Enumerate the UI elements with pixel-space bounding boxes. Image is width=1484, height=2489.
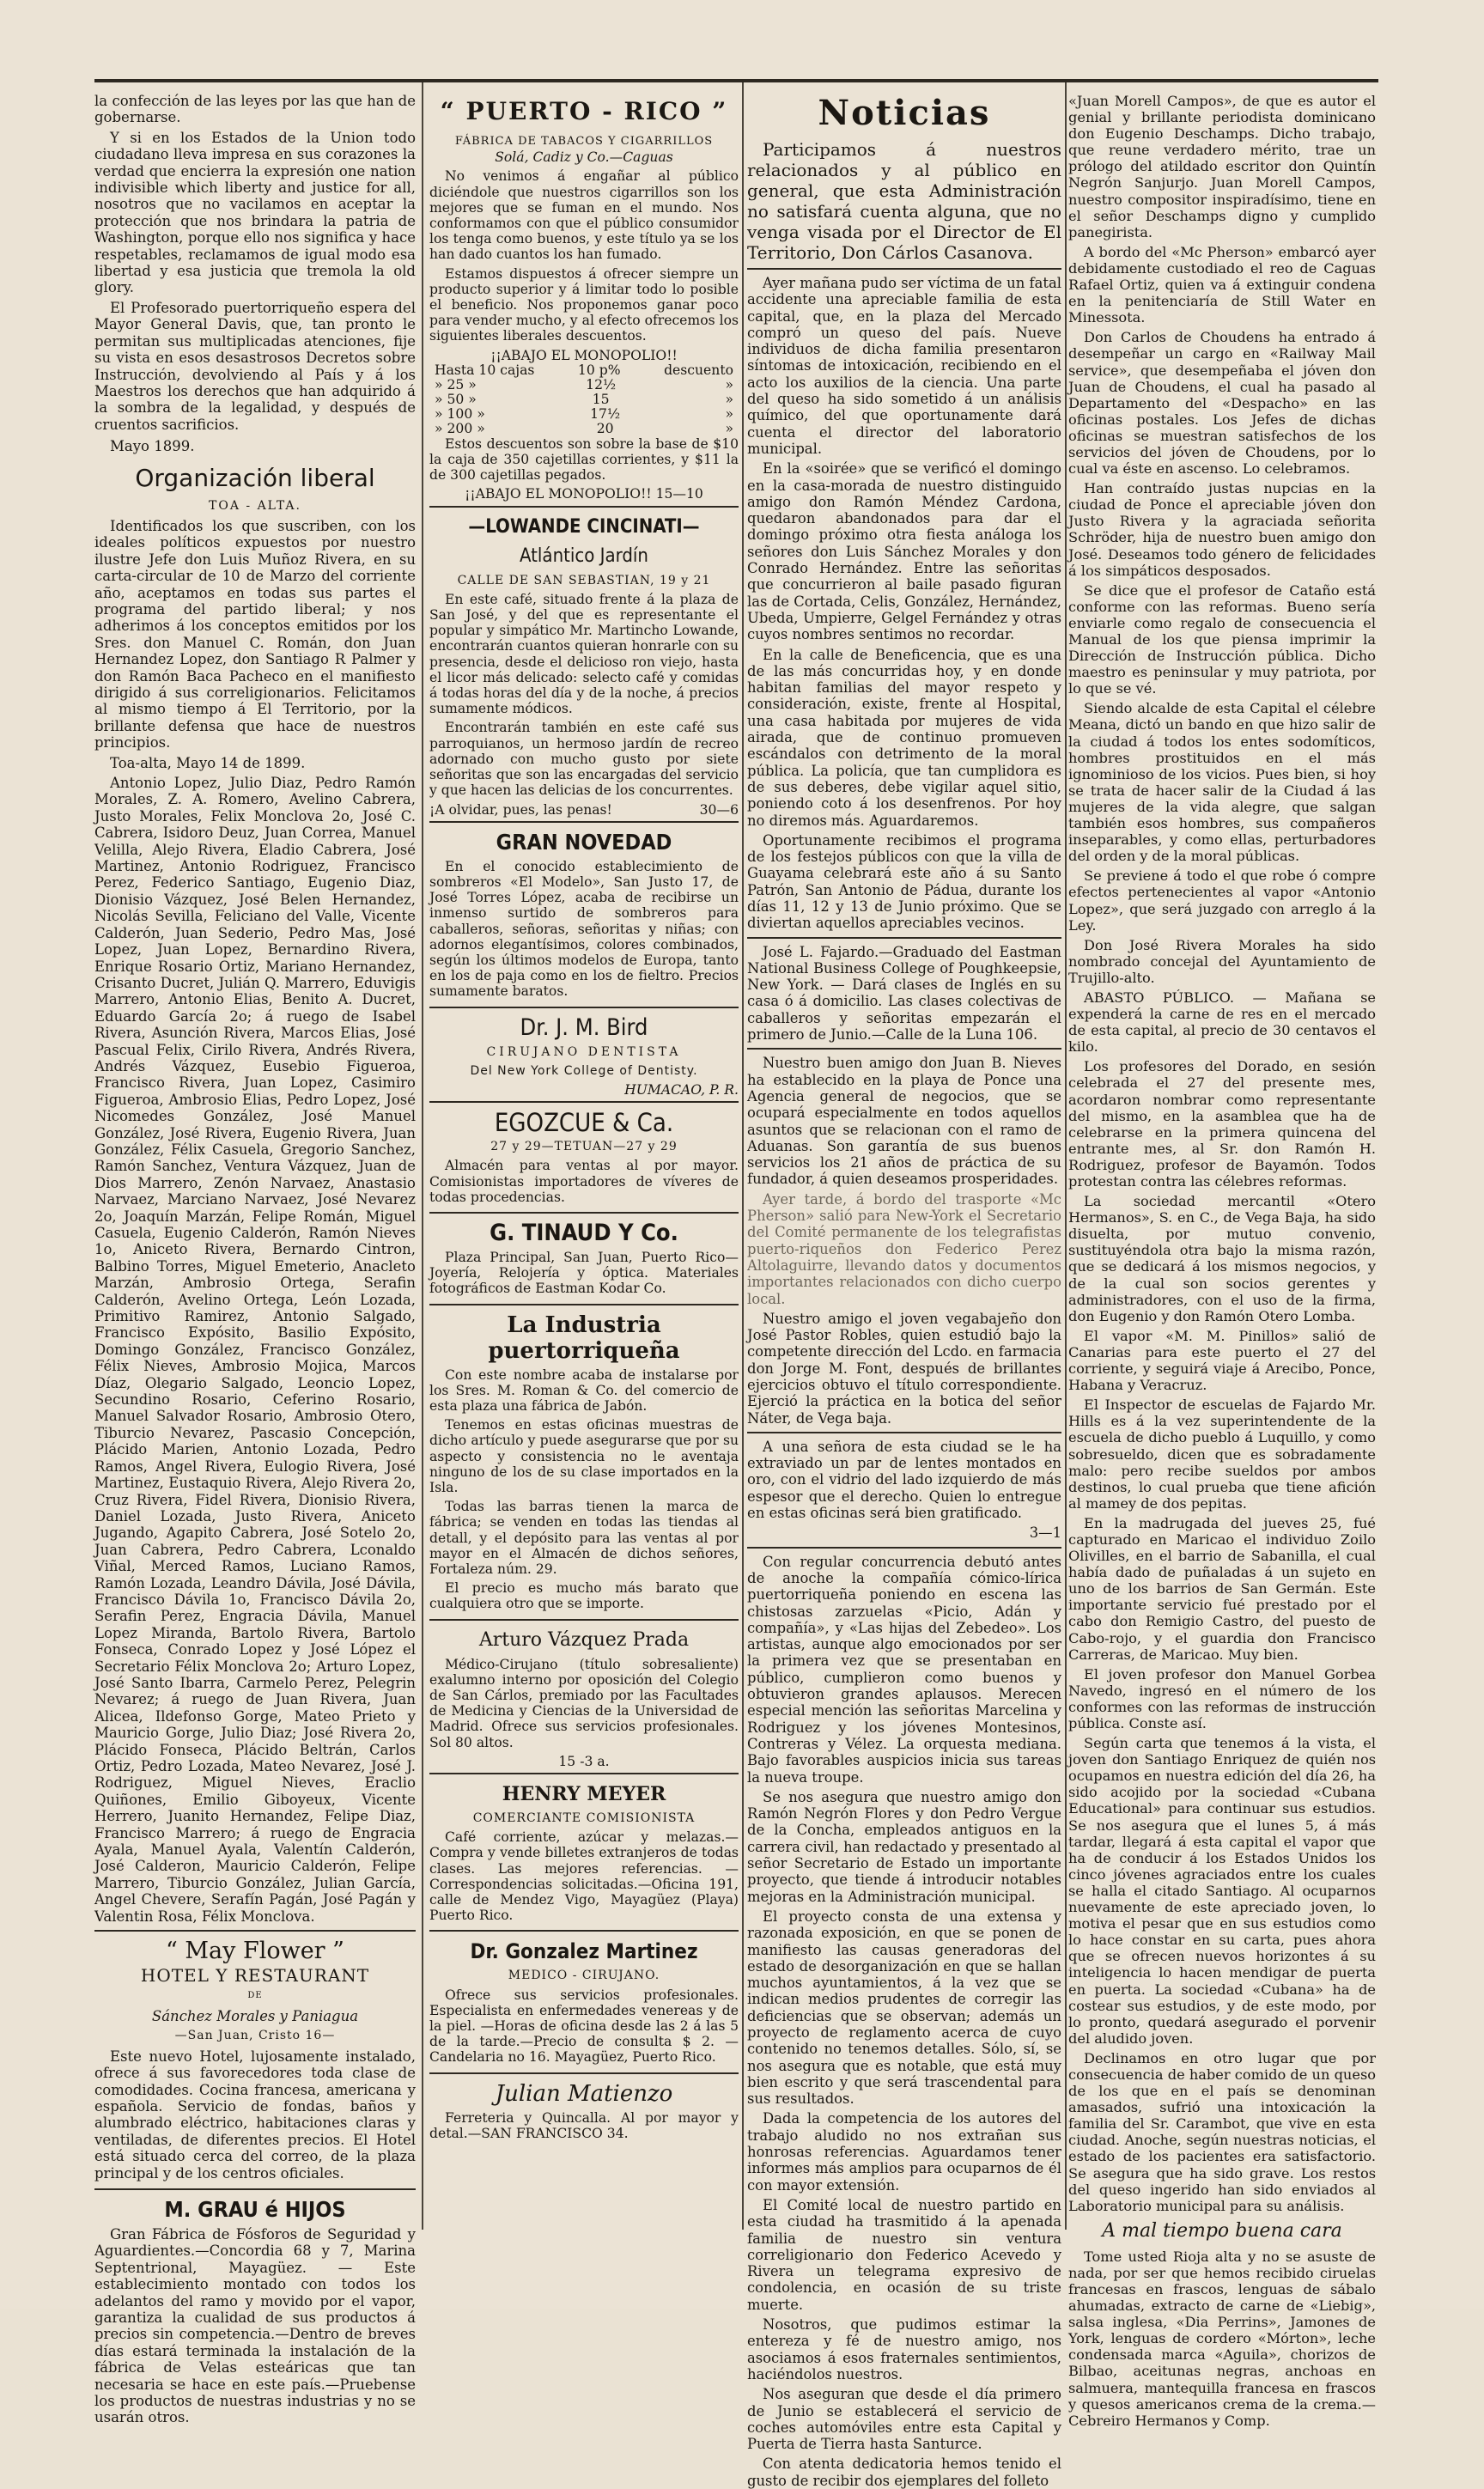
ad-owner: Sánchez Morales y Paniagua — [151, 2007, 359, 2024]
paragraph: Identificados los que suscriben, con los ideales políticos expuestos por nuestro ilustre Jefe don Luis Muñoz Rivera, en su carta-circular de 10 de Marzo del corriente año, aceptamos en todas sus partes el programa del partido liberal; y nos adherimos á los conceptos emitidos por los Sres. don Manuel C. Román, don Juan Hernandez Lopez, don Santiago R Palmer y don Ramón Baca Pacheco en el manifiesto dirigido á sus correligionarios. Felicitamos al mismo tiempo á El Territorio, por la brillante defensa que hace de nuestros principios. — [94, 517, 416, 752]
ad-slogan: ¡¡ABAJO EL MONOPOLIO!! 15—10 — [465, 486, 703, 502]
article-headline: A mal tiempo buena cara — [1102, 2219, 1342, 2242]
paragraph: Y si en los Estados de la Union todo ciudadano lleva impresa en sus corazones la verdad que encierra la expresión one nation indivisible which liberty and justice for all, nosotros que no vacilamos en aceptar la protección que nos brindara la patria de Washington, porque ello nos significa y hace respetables, reclamamos de igual modo esa libertad y esa justicia que tremola la old glory. — [94, 129, 416, 296]
paragraph: la confección de las leyes por las que han de gobernarse. — [94, 93, 416, 126]
ad-title: “ PUERTO - RICO ” — [440, 97, 728, 125]
news-item: Ayer mañana pudo ser víctima de un fatal accidente una apreciable familia de esta capital, que, en la plaza del Mercado compró un queso del país. Nueve individuos de dicha familia presentaron síntomas de intoxicación, recibiendo en el acto los auxilios de la ciencia. Una parte del queso ha sido sometido á un análisis químico, del que oportunamente dará cuenta el director del laboratorio municipal. — [747, 275, 1061, 457]
ad-footer — [429, 802, 739, 818]
news-item: Don Carlos de Choudens ha entrado á desempeñar un cargo en «Railway Mail service», que desempeñaba el jóven don Juan de Choudens, el cual ha pasado al Departamento del «Despacho» en las oficinas postales. Los Jefes de dichas oficinas se muestran satisfechos de los servicios del jóven de Choudens, por lo cual va éste en ascenso. Lo celebramos. — [1068, 329, 1376, 478]
advertisement-gonzalez-martinez — [429, 1930, 739, 2072]
news-item: El vapor «M. M. Pinillos» salió de Canarias para este puerto el 27 del corriente, y seguirá viaje á Arecibo, Ponce, Habana y Veracruz. — [1068, 1327, 1376, 1394]
ad-text: Este nuevo Hotel, lujosamente instalado, ofrece á sus favorecedores toda clase de comodidades. Cocina francesa, americana y española. Servicio de fondas, baños y alumbrado eléctrico, habitaciones claras y ventiladas, de diferentes precios. El Hotel está situado cerca del correo, de la plaza principal y de los centros oficiales. — [94, 2048, 416, 2182]
ad-title: La Industria puertorriqueña — [488, 1311, 680, 1364]
ad-title: EGOZCUE & Ca. — [494, 1108, 674, 1138]
ad-subtitle: COMERCIANTE COMISIONISTA — [472, 1811, 696, 1826]
news-item: La sociedad mercantil «Otero Hermanos», S. en C., de Vega Baja, ha sido disuelta, por mutuo convenio, sustituyéndola otra bajo la misma razón, que se dedicará á los mismos negocios, y de la cual son socios gerentes y administradores, con el uso de la firma, don Eugenio y don Ramón Otero Lomba. — [1068, 1193, 1376, 1324]
news-item: El Inspector de escuelas de Fajardo Mr. Hills es á la vez superintendente de la escuela de dicho pueblo á Luquillo, y como sobresueldo, dicen que es sobradamente malo: pero recibe sueldos por ambos destinos, lo cual prueba que tiene afición al mamey de dos pepitas. — [1068, 1397, 1376, 1512]
ad-title: GRAN NOVEDAD — [496, 829, 672, 855]
advertisement-m-grau — [94, 2188, 416, 2433]
advertisement-may-flower — [94, 1930, 416, 2188]
column-2 — [429, 93, 739, 2223]
discount-row — [429, 407, 739, 422]
ad-code: 30—6 — [699, 801, 739, 818]
news-item: José L. Fajardo.—Graduado del Eastman National Business College of Poughkeepsie, New York. — Dará clases de Inglés en su casa ó á domicilio. Las clases colectivas de caballeros y señoritas empezarán el primero de Junio.—Calle de la Luna 106. — [747, 943, 1061, 1044]
ad-title: Julian Matienzo — [495, 2080, 673, 2107]
news-item: Se previene á todo el que robe ó compre efectos pertenecientes al vapor «Antonio Lopez», que será juzgado con arreglo á la Ley. — [1068, 867, 1376, 934]
item-code: 3—1 — [1029, 1524, 1061, 1542]
ad-code: 15 -3 a. — [558, 1753, 610, 1769]
discount-cell: 10 p% — [577, 362, 621, 378]
discount-cell: 15 — [592, 391, 610, 407]
ad-de: DE — [247, 1991, 263, 2001]
ad-title: “ May Flower ” — [166, 1938, 344, 1965]
article-place: TOA - ALTA. — [209, 498, 301, 513]
news-item: Nuestro buen amigo don Juan B. Nieves ha establecido en la playa de Ponce una Agencia general de negocios, que se ocupará especialmente en todos aquellos asuntos que se relacionan con el ramo de Aduanas. Son garantía de sus buenos servicios los 21 años de práctica de su fundador, á quien deseamos prosperidades. — [747, 1055, 1061, 1188]
advertisement-egozcue — [429, 1101, 739, 1212]
advertisement-matienzo — [429, 2072, 739, 2148]
ad-title: —LOWANDE CINCINATI— — [468, 515, 700, 538]
news-item: Según carta que tenemos á la vista, el joven don Santiago Enriquez de quién nos ocupamos en nuestra edición del día 26, ha sido acojido por la sociedad «Cubana Educational» para continuar sus estudios. Se nos asegura que el lunes 5, á más tardar, llegará á esta capital el vapor que ha de conducir á los Estados Unidos los cinco jóvenes agraciados entre los cuales se halla el citado Santiago. Al ocuparnos nuevamente de este apreciado joven, lo motiva el pesar que en sus estudios como lo hace constar en su carta, pues ahora que se ofrecen nuevos horizontes á su inteligencia lo hacen mendigar de puerta en puerta. La sociedad «Cubana» ha de costear sus estudios, y de este modo, por lo pronto, quedará asegurado el porvenir del aludido joven. — [1068, 1735, 1376, 2047]
discount-cell: » 25 » — [435, 376, 477, 393]
column-4 — [1068, 93, 1376, 2429]
ad-subtitle: CIRUJANO DENTISTA — [486, 1044, 682, 1059]
ad-slogan: ¡¡ABAJO EL MONOPOLIO!! — [490, 347, 678, 363]
ad-text: El precio es mucho más barato que cualquiera otro que se importe. — [429, 1580, 739, 1612]
news-item: Oportunamente recibimos el programa de los festejos públicos con que la villa de Guayama celebrará este año á su Santo Patrón, San Antonio de Pádua, durante los días 11, 12 y 13 de Junio próximo. Que se diviertan aquellos apreciables vecinos. — [747, 831, 1061, 932]
ad-text: Médico-Cirujano (título sobresaliente) exalumno interno por oposición del Colegio de San Cárlos, premiado por las Facultades de Medicina y Ciencias de la Universidad de Madrid. Ofrece sus servicios profesionales. Sol 80 altos. — [429, 1656, 739, 1750]
ad-text: Todas las barras tienen la marca de fábrica; se venden en todas las tiendas al detall, y el depósito para las ventas al por mayor en el Almacén de dichos señores, Fortaleza núm. 29. — [429, 1499, 739, 1577]
ad-place: HUMACAO, P. R. — [624, 1081, 739, 1098]
discount-cell: » 50 » — [435, 391, 477, 407]
news-item: ABASTO PÚBLICO. — Mañana se expenderá la carne de res en el mercado de esta capital, al precio de 30 centavos el kilo. — [1068, 989, 1376, 1056]
advertisement-gran-novedad — [429, 821, 739, 1007]
ad-text: Encontrarán también en este café sus parroquianos, un hermoso jardín de recreo adornado con mucho gusto por siete señoritas que son las encargadas del servicio y que hacen las delicias de los concurrentes. — [429, 720, 739, 799]
ad-text: Ofrece sus servicios profesionales. Especialista en enfermedades venereas y de la piel. —Horas de oficina desde las 2 á las 5 de la tarde.—Precio de consulta $ 2. — Candelaria no 16. Mayagüez, Puerto Rico. — [429, 1987, 739, 2066]
column-rule-1 — [422, 82, 423, 2230]
ad-title: Dr. Gonzalez Martinez — [470, 1939, 698, 1964]
ad-text: En este café, situado frente á la plaza de San José, y del que es representante el popular y simpático Mr. Martincho Lowande, encontrarán cuantos quieran honrarle con su presencia, desde el delicioso ron viejo, hasta el licor más delicado: selecto café y comidas á todas horas del día y de la noche, á precios sumamente módicos. — [429, 591, 739, 717]
divider — [747, 937, 1061, 939]
news-item: A bordo del «Mc Pherson» embarcó ayer debidamente custodiado el reo de Caguas Rafael Ortiz, quien va á extinguir condena en la penitenciaría de Still Water en Minessota. — [1068, 243, 1376, 326]
news-item: Dada la competencia de los autores del trabajo aludido no nos extrañan sus honrosas referencias. Aguardamos tener informes más amplios para ocuparnos de él con mayor extensión. — [747, 2110, 1061, 2194]
news-item: En la «soirée» que se verificó el domingo en la casa-morada de nuestro distinguido amigo don Ramón Méndez Cardona, quedaron abandonados para dar el domingo próximo otra fiesta análoga los señores don Luis Sánchez Morales y don Conrado Hernández. Entre las señoritas que concurrieron al baile pasado figuran las de Cortada, Celis, González, Hernández, Ubeda, Umpierre, Gelgel Fernández y otras cuyos nombres sentimos no recordar. — [747, 460, 1061, 643]
ad-title: G. TINAUD Y Co. — [490, 1219, 678, 1246]
signatories-list: Antonio Lopez, Julio Diaz, Pedro Ramón Morales, Z. A. Romero, Avelino Cabrera, Justo Morales, Felix Monclova 2o, José C. Cabrera, Isidoro Deuz, Juan Correa, Manuel Velilla, Alejo Rivera, Eladio Cabrera, José Martinez, Antonio Rodriguez, Francisco Perez, Federico Santiago, Eugenio Diaz, Dionisio Vázquez, José Belen Hernandez, Nicolás Sevilla, Feliciano del Valle, Vicente Calderón, Juan Sederio, Pedro Mas, José Lopez, Juan Lopez, Bernardino Rivera, Enrique Rosario Ortiz, Mariano Hernandez, Crisanto Ducret, Julián Q. Marrero, Eduvigis Marrero, Antonio Elias, Benito A. Ducret, Eduardo García 2o; á ruego de Isabel Rivera, Asunción Rivera, Marcos Elias, José Pascual Felix, Cirilo Rivera, Andrés Rivera, Andrés Vázquez, Eusebio Figueroa, Francisco Rivera, Juan Lopez, Casimiro Figueroa, Ambrosio Elias, Pedro Lopez, José Nicomedes González, José Manuel González, José Rivera, Eugenio Rivera, Juan González, Félix Casuela, Gregorio Sanchez, Ramón Sanchez, Ventura Vázquez, Juan de Dios Marrero, Zenón Narvaez, Anastasio Narvaez, Marciano Narvaez, José Nevarez 2o, Joaquín Marzán, Felipe Román, Miguel Casuela, Eugenio Calderón, Ramón Nieves 1o, Aniceto Rivera, Bernardo Cintron, Balbino Torres, Miguel Emeterio, Anacleto Marzán, Ambrosio Ortega, Serafin Calderón, Avelino Ortega, León Lozada, Primitivo Ramirez, Antonio Salgado, Francisco Expósito, Basilio Expósito, Domingo González, Francisco González, Félix Nieves, Ambrosio Mojica, Marcos Díaz, Olegario Salgado, Leoncio Lopez, Secundino Rosario, Ceferino Rosario, Manuel Salvador Rosario, Ambrosio Otero, Tiburcio Nevarez, Pascasio Concepción, Plácido Marien, Antonio Lozada, Pedro Ramos, Angel Rivera, Eulogio Rivera, José Martinez, Eustaquio Rivera, Alejo Rivera 2o, Cruz Rivera, Fidel Rivera, Dionisio Rivera, Daniel Lozada, Justo Rivera, Aniceto Jugando, Agapito Cabrera, José Sotelo 2o, Juan Cabrera, Pedro Cabrera, Lconaldo Viñal, Merced Ramos, Luciano Ramos, Ramón Lozada, Leandro Dávila, José Dávila, Francisco Dávila 1o, Francisco Dávila 2o, Serafin Perez, Engracia Dávila, Manuel Lopez Miranda, Bartolo Rivera, Bartolo Fonseca, Conrado Lopez y José López el Secretario Félix Monclova 2o; Arturo Lopez, José Santo Ibarra, Carmelo Perez, Pelegrin Nevarez; á ruego de Juan Rivera, Juan Alicea, Ildefonso Gorge, Mateo Prieto y Mauricio Gorge, Julio Diaz; José Rivera 2o, Plácido Fonseca, Plácido Beltrán, Carlos Ortiz, Pedro Lozada, Mateo Nevarez, José J. Rodriguez, Miguel Nieves, Eraclio Quiñones, Emilio Giboyeux, Vicente Herrero, Juanito Hernandez, Felipe Diaz, Francisco Marrero; á ruego de Engracia Ayala, Manuel Ayala, Valentín Calderón, José Calderon, Mauricio Calderón, Felipe Marrero, Tiburcio González, Julian García, Angel Chevere, Serafín Pagán, José Pagán y Valentin Rosa, Félix Monclova. — [94, 775, 416, 1925]
news-item: Los profesores del Dorado, en sesión celebrada el 27 del presente mes, acordaron nombrar como representante del mismo, en la asamblea que ha de celebrarse en la primera quincena del entrante mes, al Sr. don Ramón H. Rodriguez, profesor de Bayamón. Todos protestan contra las célebres reformas. — [1068, 1058, 1376, 1190]
divider — [747, 1432, 1061, 1433]
divider — [747, 1048, 1061, 1050]
paragraph: El Profesorado puertorriqueño espera del Mayor General Davis, que, tan pronto le permitan sus multiplicadas atenciones, fije su vista en esos desastrosos Decretos sobre Instrucción, devolviendo al País y á los Maestros los derechos que han adquirido á la sombra de la legalidad, y después de cruentos sacrificios. — [94, 299, 416, 433]
ad-text: En el conocido establecimiento de sombreros «El Modelo», San Justo 17, de José Torres López, acaba de recibirse un inmenso surtido de sombreros para caballeros, señoras, señoritas y niñas; con adornos elegantísimos, colores combinados, según los últimos modelos de Europa, tanto en los de paja como en los de fieltro. Precios sumamente baratos. — [429, 858, 739, 1000]
ad-text: Estos descuentos son sobre la base de $10 la caja de 350 cajetillas corrientes, y $11 la de 300 cajetillas pegados. — [429, 435, 739, 484]
ad-title: M. GRAU é HIJOS — [164, 2196, 346, 2222]
ad-title: Arturo Vázquez Prada — [478, 1628, 690, 1651]
ad-text: Almacén para ventas al por mayor. Comisionistas importadores de víveres de todas procedencias. — [429, 1158, 739, 1205]
ad-text: Con este nombre acaba de instalarse por los Sres. M. Roman & Co. del comercio de esta plaza una fábrica de Jabón. — [429, 1366, 739, 1414]
section-title: Noticias — [818, 93, 991, 133]
ad-title: Dr. J. M. Bird — [520, 1013, 648, 1041]
ad-owner: Solá, Cadiz y Co.—Caguas — [495, 149, 673, 166]
lead-notice: Participamos á nuestros relacionados y al público en general, que esta Administración no satisfará cuenta alguna, que no venga visada por el Director de El Territorio, Don Cárlos Casanova. — [747, 139, 1061, 263]
news-item: El proyecto consta de una extensa y razonada exposición, en que se ponen de manifiesto las causas generadoras del estado de desorganización en que se hallan muchos ayuntamientos, á la vez que se indican medios prudentes de corregir las deficiencias que se observan; además un proyecto de reglamento acerca de cuyo contenido no tenemos detalles. Sólo, sí, se nos asegura que es notable, que está muy bien escrito y que será trascendental para sus resultados. — [747, 1908, 1061, 2108]
news-item: En la madrugada del jueves 25, fué capturado en Maricao el individuo Zoilo Olivilles, en el barrio de Sabanilla, el cual había dado de puñaladas á un sujeto en uno de los barrios de San Germán. Este importante servicio fué prestado por el cabo don Remigio Castro, del puesto de Cabo-rojo, y el guardia don Francisco Carreras, de Maricao. Muy bien. — [1068, 1514, 1376, 1663]
advertisement-puerto-rico — [429, 94, 739, 506]
ad-text: Gran Fábrica de Fósforos de Seguridad y Aguardientes.—Concordia 68 y 7, Marina Septentrional, Mayagüez. — Este establecimiento montado con todos los adelantos del ramo y movido por el vapor, garantiza la cualidad de sus productos á precios sin competencia.—Dentro de breves días estará terminada la instalación de la fábrica de Velas esteáricas que tan necesaria se hace en este país.—Pruebense los productos de nuestras industrias y no se usarán otros. — [94, 2225, 416, 2426]
ad-tagline: ¡A olvidar, pues, las penas! — [429, 801, 612, 818]
news-item: Nos aseguran que desde el día primero de Junio se establecerá el servicio de coches automóviles entre esta Capital y Puerta de Tierra hasta Santurce. — [747, 2386, 1061, 2453]
divider — [747, 268, 1061, 270]
news-item: Don José Rivera Morales ha sido nombrado concejal del Ayuntamiento de Trujillo-alto. — [1068, 936, 1376, 986]
ad-address: 27 y 29—TETUAN—27 y 29 — [490, 1140, 678, 1154]
news-item: A una señora de esta ciudad se le ha extraviado un par de lentes montados en oro, con el vidrio del lado izquierdo de más espesor que el derecho. Quien lo entregue en estas oficinas será bien gratificado. — [747, 1438, 1061, 1522]
column-rule-2 — [742, 82, 744, 2230]
advertisement-industria — [429, 1304, 739, 1619]
news-item: «Juan Morell Campos», de que es autor el genial y brillante periodista dominicano don Eugenio Deschamps. Dicho trabajo, que reune verdadero mérito, trae un prólogo del atildado escritor don Quintín Negrón Sanjurjo. Juan Morell Campos, nuestro compositor inspiradísimo, tiene en el señor Deschamps digno y cumplido panegirista. — [1068, 93, 1376, 240]
ad-text: Ferreteria y Quincalla. Al por mayor y detal.—SAN FRANCISCO 34. — [429, 2109, 739, 2141]
advertisement-dr-bird — [429, 1007, 739, 1102]
article-date: Toa-alta, Mayo 14 de 1899. — [110, 754, 306, 771]
ad-name: Atlántico Jardín — [520, 545, 648, 567]
ad-text: Plaza Principal, San Juan, Puerto Rico—Joyería, Relojería y óptica. Materiales fotográficos de Eastman Kodar Co. — [429, 1249, 739, 1297]
column-3 — [747, 93, 1061, 2489]
discount-cell: 20 — [596, 420, 614, 436]
discount-row — [429, 378, 739, 393]
news-item: Ayer tarde, á bordo del trasporte «Mc Pherson» salió para New-York el Secretario del Comité permanente de los telegrafistas puerto-riqueños don Federico Perez Altolaguirre, llevando datos y documentos importantes relacionados con dicho cuerpo local. — [747, 1190, 1061, 1307]
discount-cell: » — [725, 405, 733, 422]
discount-row — [429, 422, 739, 436]
ad-text: Tenemos en estas oficinas muestras de dicho artículo y puede asegurarse que por su aspecto y consistencia no le aventaja ninguno de los de su clase importados en la Isla. — [429, 1417, 739, 1495]
advertisement-vazquez-prada — [429, 1619, 739, 1773]
discount-cell: » — [725, 420, 733, 436]
ad-address: —San Juan, Cristo 16— — [174, 2029, 336, 2043]
ad-address: CALLE DE SAN SEBASTIAN, 19 y 21 — [457, 573, 711, 587]
ad-title: HENRY MEYER — [502, 1783, 666, 1806]
article-headline: Organización liberal — [135, 463, 375, 492]
ad-school: Del New York College of Dentisty. — [470, 1063, 698, 1078]
advertisement-henry-meyer — [429, 1773, 739, 1930]
news-item: En la calle de Beneficencia, que es una de las más concurridas hoy, y en donde habitan familias del mayor respeto y consideración, existe, frente al Hospital, una casa habitada por mujeres de vida airada, que de continuo promueven escándalos con detrimento de la moral pública. La policía, que tan cumplidora es de sus deberes, debe vigilar aquel sitio, poniendo coto á los desenfrenos. Por hoy no diremos más. Aguardaremos. — [747, 646, 1061, 829]
discount-row — [429, 363, 739, 378]
ad-text: No venimos á engañar al público diciéndole que nuestros cigarrillos son los mejores que se fuman en el mundo. Nos conformamos con que el público consumidor los tenga como buenos, y este título ya se los han dado cuantos los han fumado. — [429, 168, 739, 263]
ad-subtitle: FÁBRICA DE TABACOS Y CIGARRILLOS — [454, 135, 714, 148]
article-date: Mayo 1899. — [110, 438, 195, 455]
top-rule — [94, 79, 1378, 82]
divider — [747, 1547, 1061, 1549]
discount-cell: 12½ — [586, 376, 617, 393]
ad-subtitle: MEDICO - CIRUJANO. — [508, 1969, 660, 1983]
news-item: Han contraído justas nupcias en la ciudad de Ponce el apreciable jóven don Justo Rivera y la agraciada señorita Schröder, hija de nuestro buen amigo don José. Deseamos todo género de felicidades á los simpáticos desposados. — [1068, 480, 1376, 579]
discount-table — [429, 363, 739, 436]
news-item: Se nos asegura que nuestro amigo don Ramón Negrón Flores y don Pedro Vergue de la Concha, empleados antiguos en la carrera civil, han redactado y presentado al señor Secretario de Estado un importante proyecto, que tiende á introducir notables mejoras en la Administración municipal. — [747, 1788, 1061, 1905]
news-item: Se dice que el profesor de Cataño está conforme con las reformas. Bueno sería enviarle como regalo de consecuencia el Manual de los que piensa imprimir la Dirección de Instrucción pública. Dicho maestro es peninsular y muy patriota, por lo que se vé. — [1068, 581, 1376, 697]
column-1 — [94, 93, 416, 2426]
discount-cell: » — [725, 376, 733, 393]
column-rule-3 — [1065, 82, 1067, 2230]
news-item: Tome usted Rioja alta y no se asuste de nada, por ser que hemos recibido ciruelas francesas en frascos, lenguas de sábalo ahumadas, extracto de carne de «Liebig», salsa inglesa, «Dia Perrins», Jamones de York, lenguas de cordero «Mórton», leche condensada marca «Aguila», chorizos de Bilbao, aceitunas negras, anchoas en salmuera, mantequilla francesa en frascos y quesos americanos crema de la crema.—Cebreiro Hermanos y Comp. — [1068, 2248, 1376, 2429]
discount-cell: » 200 » — [435, 420, 485, 436]
ad-text: Estamos dispuestos á ofrecer siempre un producto superior y á limitar todo lo posible el beneficio. Nos proponemos ganar poco para vender mucho, y al efecto ofrecemos los siguientes liberales descuentos. — [429, 265, 739, 344]
news-item: El joven profesor don Manuel Gorbea Navedo, ingresó en el número de los conformes con las reformas de instrucción pública. Conste así. — [1068, 1665, 1376, 1731]
discount-cell: descuento — [664, 362, 733, 378]
news-item: El Comité local de nuestro partido en esta ciudad ha trasmitido á la apenada familia de nuestro sin ventura correligionario don Federico Acevedo y Rivera un telegrama expresivo de condolencia, en ocasión de su triste muerte. — [747, 2196, 1061, 2313]
advertisement-lowande — [429, 506, 739, 821]
news-item: Nuestro amigo el joven vegabajeño don José Pastor Robles, quien estudió bajo la competente dirección del Lcdo. en farmacia don Jorge M. Font, después de brillantes ejercicios obtuvo el título correspondiente. Ejerció la práctica en la botica del señor Náter, de Vega baja. — [747, 1310, 1061, 1427]
news-item: Con regular concurrencia debutó antes de anoche la compañía cómico-lírica puertorriqueña poniendo en escena las chistosas zarzuelas «Picio, Adán y compañía», y «Las hijas del Zebedeo». Los artistas, aunque algo emocionados por ser la primera vez que se presentaban en público, cumplieron como buenos y obtuvieron grandes aplausos. Merecen especial mención las señoritas Marcelina y Rodriguez y los jóvenes Montesinos, Contreras y Vélez. La orquesta mediana. Bajo favorables auspicios inicia sus tareas la nueva troupe. — [747, 1553, 1061, 1786]
ad-subtitle: HOTEL Y RESTAURANT — [140, 1965, 370, 1987]
discount-cell: » — [725, 391, 733, 407]
news-item: Siendo alcalde de esta Capital el célebre Meana, dictó un bando en que hizo salir de la ciudad á todos los entes sodomíticos, hombres prostituidos en el más ignominioso de los vicios. Pues bien, si hoy se trata de hacer salir de la Ciudad á las mujeres de la vida alegre, que salgan también esos hombres, sus compañeros inseparables, y como ellas, perturbadores del orden y de la moral públicas. — [1068, 700, 1376, 865]
news-item: Declinamos en otro lugar que por consecuencia de haber comido de un queso de los que en el país se denominan amasados, sufrió una intoxicación la familia del Sr. Carambot, que vive en esta ciudad. Anoche, según nuestras noticias, el estado de los pacientes era satisfactorio. Se asegura que ha sido grave. Los restos del queso ingerido han sido enviados al Laboratorio municipal para su análisis. — [1068, 2049, 1376, 2214]
discount-cell: 17½ — [590, 405, 621, 422]
advertisement-tinaud — [429, 1212, 739, 1304]
discount-cell: » 100 » — [435, 405, 485, 422]
discount-cell: Hasta 10 cajas — [435, 362, 535, 378]
news-item: Con atenta dedicatoria hemos tenido el gusto de recibir dos ejemplares del folleto — [747, 2456, 1061, 2489]
news-item: Nosotros, que pudimos estimar la entereza y fé de nuestro amigo, nos asociamos á esos fraternales sentimientos, haciéndolos nuestros. — [747, 2316, 1061, 2383]
discount-row — [429, 393, 739, 407]
ad-text: Café corriente, azúcar y melazas.—Compra y vende billetes extranjeros de todas clases. Las mejores referencias. — Correspondencias solicitadas.—Oficina 191, calle de Mendez Vigo, Mayagüez (Playa) Puerto Rico. — [429, 1829, 739, 1924]
